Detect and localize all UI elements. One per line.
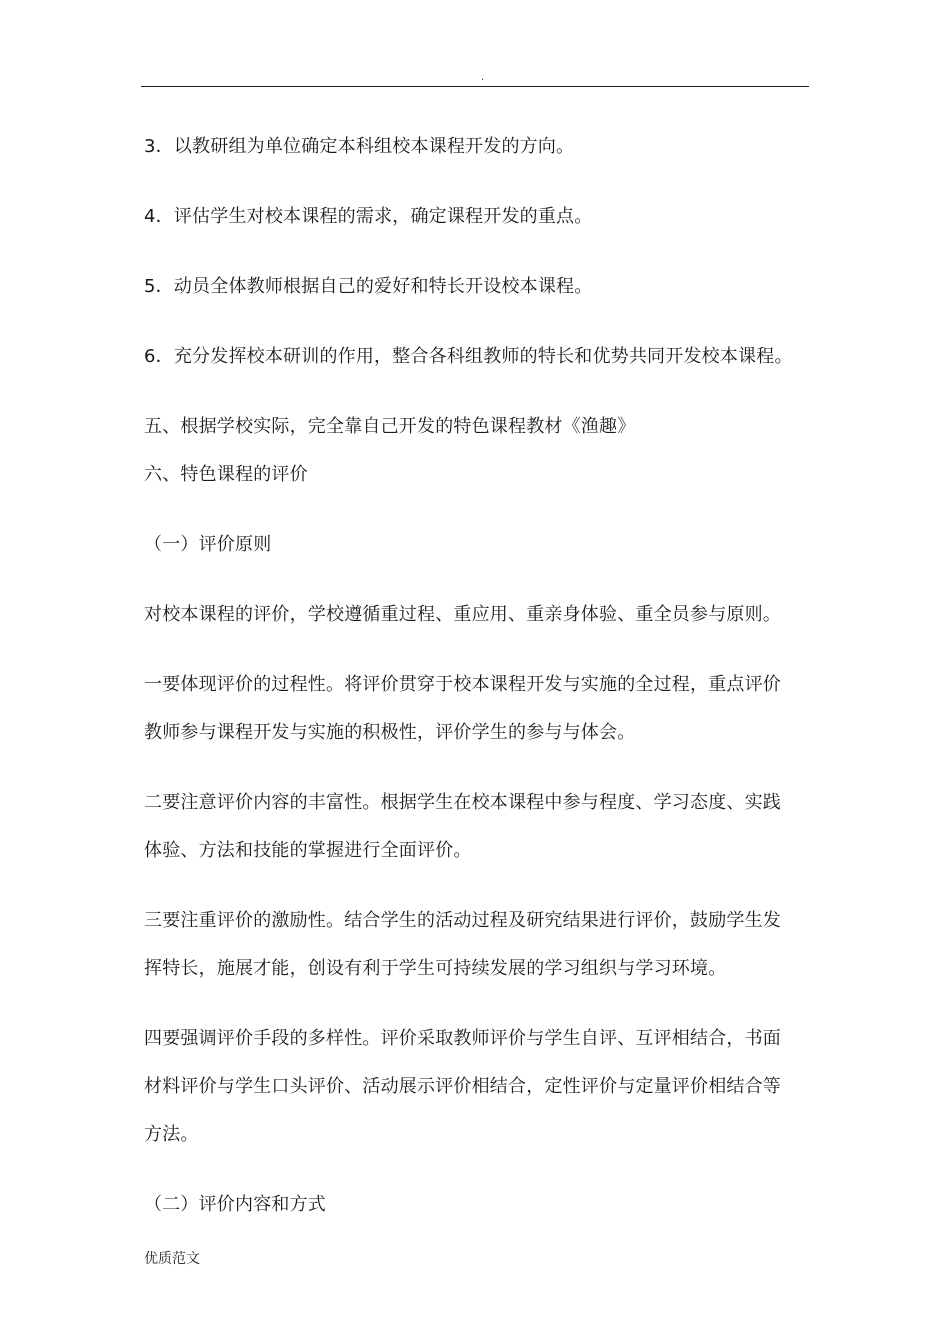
paragraph-line: 体验、方法和技能的掌握进行全面评价。 [144,840,472,861]
subsection-heading: （一）评价原则 [144,534,272,555]
paragraph-line: 三要注重评价的激励性。结合学生的活动过程及研究结果进行评价，鼓励学生发 [144,910,781,931]
paragraph-line: 3．以教研组为单位确定本科组校本课程开发的方向。 [144,136,575,157]
paragraph-line: 教师参与课程开发与实施的积极性，评价学生的参与与体会。 [144,722,636,743]
header-mark: . [481,72,485,83]
paragraph-line: 4．评估学生对校本课程的需求，确定课程开发的重点。 [144,206,593,227]
subsection-heading: （二）评价内容和方式 [144,1194,326,1215]
footer-text: 优质范文 [144,1251,200,1267]
paragraph-line: 6．充分发挥校本研训的作用，整合各科组教师的特长和优势共同开发校本课程。 [144,346,793,367]
paragraph-line: 二要注意评价内容的丰富性。根据学生在校本课程中参与程度、学习态度、实践 [144,792,781,813]
paragraph-line: 一要体现评价的过程性。将评价贯穿于校本课程开发与实施的全过程，重点评价 [144,674,781,695]
paragraph-line: 方法。 [144,1124,199,1145]
paragraph-line: 挥特长，施展才能，创设有利于学生可持续发展的学习组织与学习环境。 [144,958,727,979]
section-heading: 五、根据学校实际，完全靠自己开发的特色课程教材《渔趣》 [144,416,636,437]
section-heading: 六、特色课程的评价 [144,464,308,485]
paragraph-line: 对校本课程的评价，学校遵循重过程、重应用、重亲身体验、重全员参与原则。 [144,604,781,625]
paragraph-line: 材料评价与学生口头评价、活动展示评价相结合，定性评价与定量评价相结合等 [144,1076,781,1097]
paragraph-line: 四要强调评价手段的多样性。评价采取教师评价与学生自评、互评相结合，书面 [144,1028,781,1049]
paragraph-line: 5．动员全体教师根据自己的爱好和特长开设校本课程。 [144,276,593,297]
header-rule [141,86,809,87]
